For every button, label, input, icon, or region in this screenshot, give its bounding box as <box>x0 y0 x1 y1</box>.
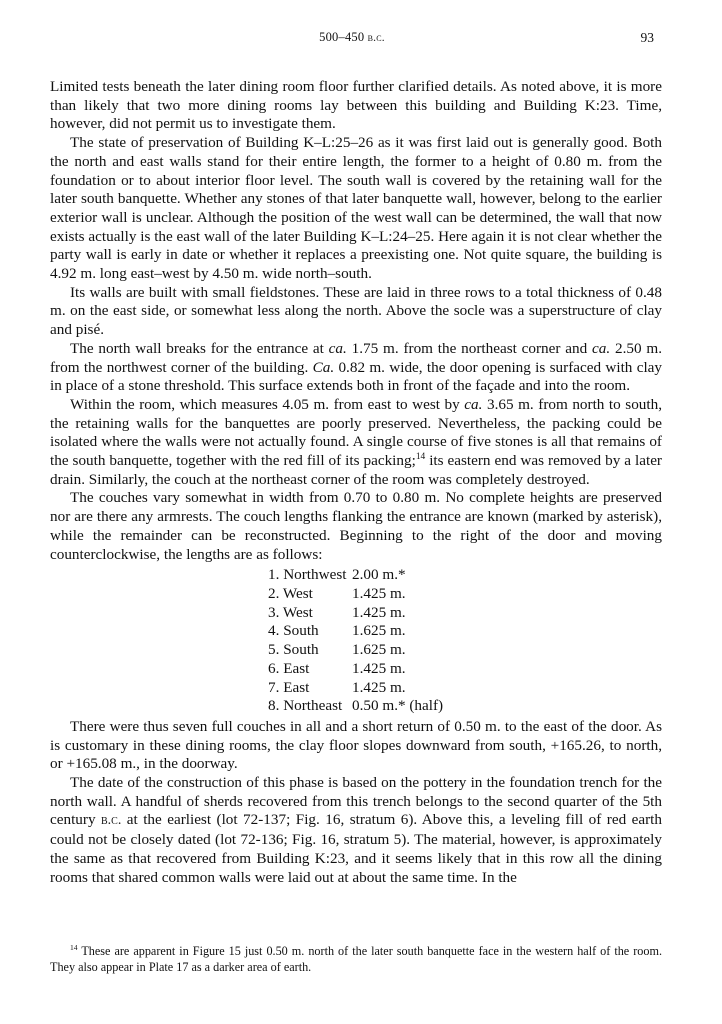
footnote-reference[interactable]: 14 <box>415 452 426 462</box>
paragraph-6: The couches vary somewhat in width from 0.70 to 0.80 m. No complete heights are preserved nor are there any armrests. The couch lengths flanking the entrance are known (marked by asterisk), while the remainder can be reconstructed. Beginning to the right of the door and moving counterclockwise, the lengths are as follows: <box>50 489 662 563</box>
running-head: 500–450 b.c. <box>319 30 385 44</box>
table-row <box>268 679 443 698</box>
couch-length: 1.425 m. <box>352 678 406 696</box>
couch-lengths-table <box>268 566 443 716</box>
couch-length: 0.50 m.* (half) <box>352 697 444 715</box>
page-number: 93 <box>640 30 654 45</box>
couch-label: 1. Northwest <box>268 566 347 584</box>
couch-label: 7. East <box>268 678 310 696</box>
couch-length: 1.425 m. <box>352 584 406 602</box>
paragraph-5: Within the room, which measures 4.05 m. from east to west by ca. 3.65 m. from north to south, the retaining walls for the banquettes are poorly preserved. Nevertheless, the packing could be isolated where the walls were not actually found. A single course of five stones is all that remains of the south banquette, together with the red fill of its packing;$^{14}$ its eastern end was removed by a later drain. Similarly, the couch at the northeast corner of the room was completely destroyed. <box>50 395 662 488</box>
paragraph-4: The north wall breaks for the entrance at ca. 1.75 m. from the northeast corner and ca. 2.50 m. from the northwest corner of the building. Ca. 0.82 m. wide, the door opening is surfaced with clay in place of a stone threshold. This surface extends both in front of the façade and into the room. <box>50 339 662 395</box>
table-row <box>268 566 443 585</box>
paragraph-8: The date of the construction of this phase is based on the pottery in the foundation trench for the north wall. A handful of sherds recovered from this trench belongs to the second quarter of the 5th century b.c. at the earliest (lot 72-137; Fig. 16, stratum 6). Above this, a leveling fill of red earth could not be closely dated (lot 72-136; Fig. 16, stratum 5). The material, however, is approximately the same as that recovered from Building K:23, and it seems likely that in this row all the dining rooms that shared common walls were laid out at about the same time. In the <box>50 774 662 886</box>
table-row <box>268 697 443 716</box>
couch-length: 1.425 m. <box>352 603 406 621</box>
couch-label: 5. South <box>268 641 319 659</box>
table-row <box>268 622 443 641</box>
footnote-text: These are apparent in Figure 15 just 0.50 m. north of the later south banquette face in the western half of the room. They also appear in Plate 17 as a darker area of earth. <box>50 944 662 974</box>
body-text <box>50 78 662 887</box>
table-row <box>268 585 443 604</box>
footnote <box>50 944 662 976</box>
couch-label: 4. South <box>268 622 319 640</box>
table-row <box>268 641 443 660</box>
couch-length: 1.625 m. <box>352 622 406 640</box>
couch-length: 1.425 m. <box>352 659 406 677</box>
page-header <box>50 30 654 52</box>
couch-length: 2.00 m.* <box>352 566 406 584</box>
couch-label: 3. West <box>268 603 313 621</box>
table-row <box>268 604 443 623</box>
paragraph-3: Its walls are built with small fieldstones. These are laid in three rows to a total thickness of 0.48 m. on the east side, or somewhat less along the north. Above the socle was a superstructure of clay and pisé. <box>50 283 662 339</box>
couch-length: 1.625 m. <box>352 641 406 659</box>
couch-label: 6. East <box>268 659 310 677</box>
couch-label: 8. Northeast <box>268 697 343 715</box>
paragraph-2: The state of preservation of Building K–L:25–26 as it was first laid out is generally good. Both the north and east walls stand for their entire length, the former to a height of 0.80 m. from the foundation or to about interior floor level. The south wall is covered by the retaining wall for the later south banquette. Whether any stones of that later banquette wall, however, belong to the earlier exterior wall is unclear. Although the position of the west wall can be determined, the wall that now exists actually is the east wall of the later Building K–L:24–25. Here again it is not clear whether the party wall is early in date or whether it replaces a preexisting one. Not quite square, the building is 4.92 m. long east–west by 4.50 m. wide north–south. <box>50 134 662 283</box>
paragraph-7: There were thus seven full couches in all and a short return of 0.50 m. to the east of the door. As is customary in these dining rooms, the clay floor slopes downward from south, +165.26, to north, or +165.08 m., in the doorway. <box>50 717 662 773</box>
table-row <box>268 660 443 679</box>
footnote-marker: 14 <box>70 942 78 952</box>
paragraph-1: Limited tests beneath the later dining room floor further clarified details. As noted above, it is more than likely that two more dining rooms lay between this building and Building K:23. Time, however, did not permit us to investigate them. <box>50 78 662 133</box>
couch-label: 2. West <box>268 584 313 602</box>
